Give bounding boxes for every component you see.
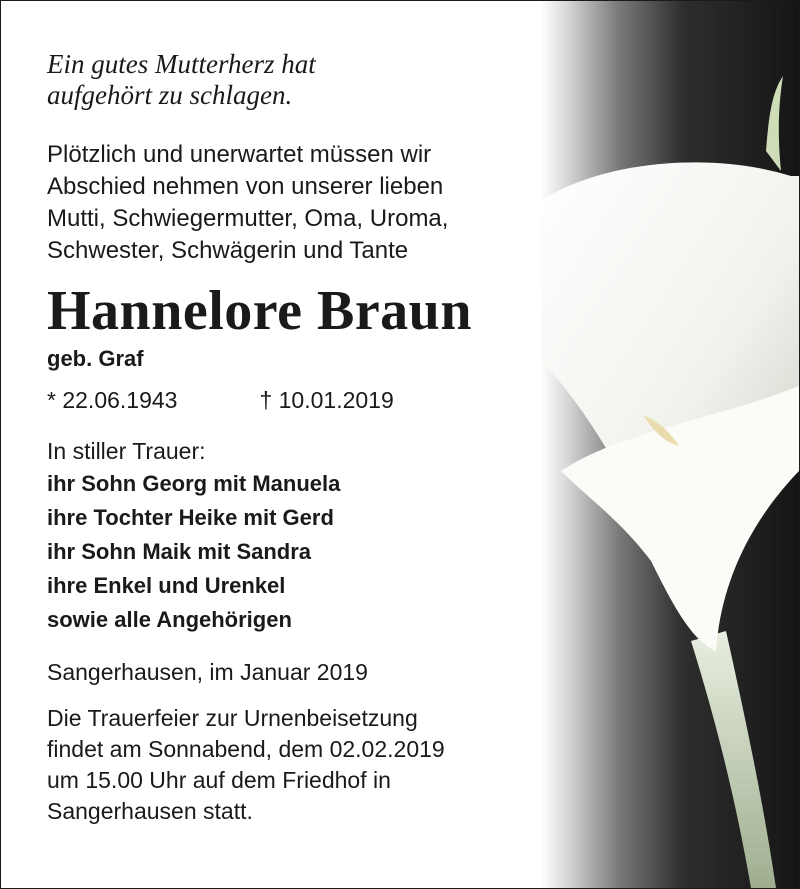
mourning-label: In stiller Trauer: (47, 438, 206, 464)
maiden-name: geb. Graf (47, 346, 144, 371)
motto-line: aufgehört zu schlagen. (47, 80, 293, 110)
intro-line: Schwester, Schwägerin und Tante (47, 237, 409, 264)
service-line: Sangerhausen statt. (47, 798, 253, 824)
motto (47, 49, 587, 111)
service-line: um 15.00 Uhr auf dem Friedhof in (47, 767, 391, 793)
place-and-date: Sangerhausen, im Januar 2019 (47, 659, 368, 685)
mourners-list (47, 467, 587, 637)
intro-line: Abschied nehmen von unserer lieben (47, 173, 444, 200)
intro-text (47, 139, 587, 267)
intro-line: Mutti, Schwiegermutter, Oma, Uroma, (47, 205, 449, 232)
mourner-item: ihr Sohn Georg mit Manuela (47, 471, 341, 496)
lily-tip (766, 76, 783, 171)
service-line: Die Trauerfeier zur Urnenbeisetzung (47, 705, 418, 731)
obituary-text (47, 49, 587, 827)
motto-line: Ein gutes Mutterherz hat (47, 49, 316, 79)
service-notice (47, 703, 547, 827)
service-line: findet am Sonnabend, dem 02.02.2019 (47, 736, 445, 762)
death-date: † 10.01.2019 (259, 387, 394, 413)
intro-line: Plötzlich und unerwartet müssen wir (47, 141, 432, 168)
mourner-item: ihre Tochter Heike mit Gerd (47, 505, 334, 530)
mourner-item: ihre Enkel und Urenkel (47, 573, 286, 598)
birth-date: * 22.06.1943 (47, 387, 178, 413)
life-dates (47, 385, 587, 415)
mourner-item: ihr Sohn Maik mit Sandra (47, 539, 312, 564)
mourner-item: sowie alle Angehörigen (47, 607, 292, 632)
lily-stem (691, 631, 776, 888)
deceased-name: Hannelore Braun (47, 280, 472, 342)
